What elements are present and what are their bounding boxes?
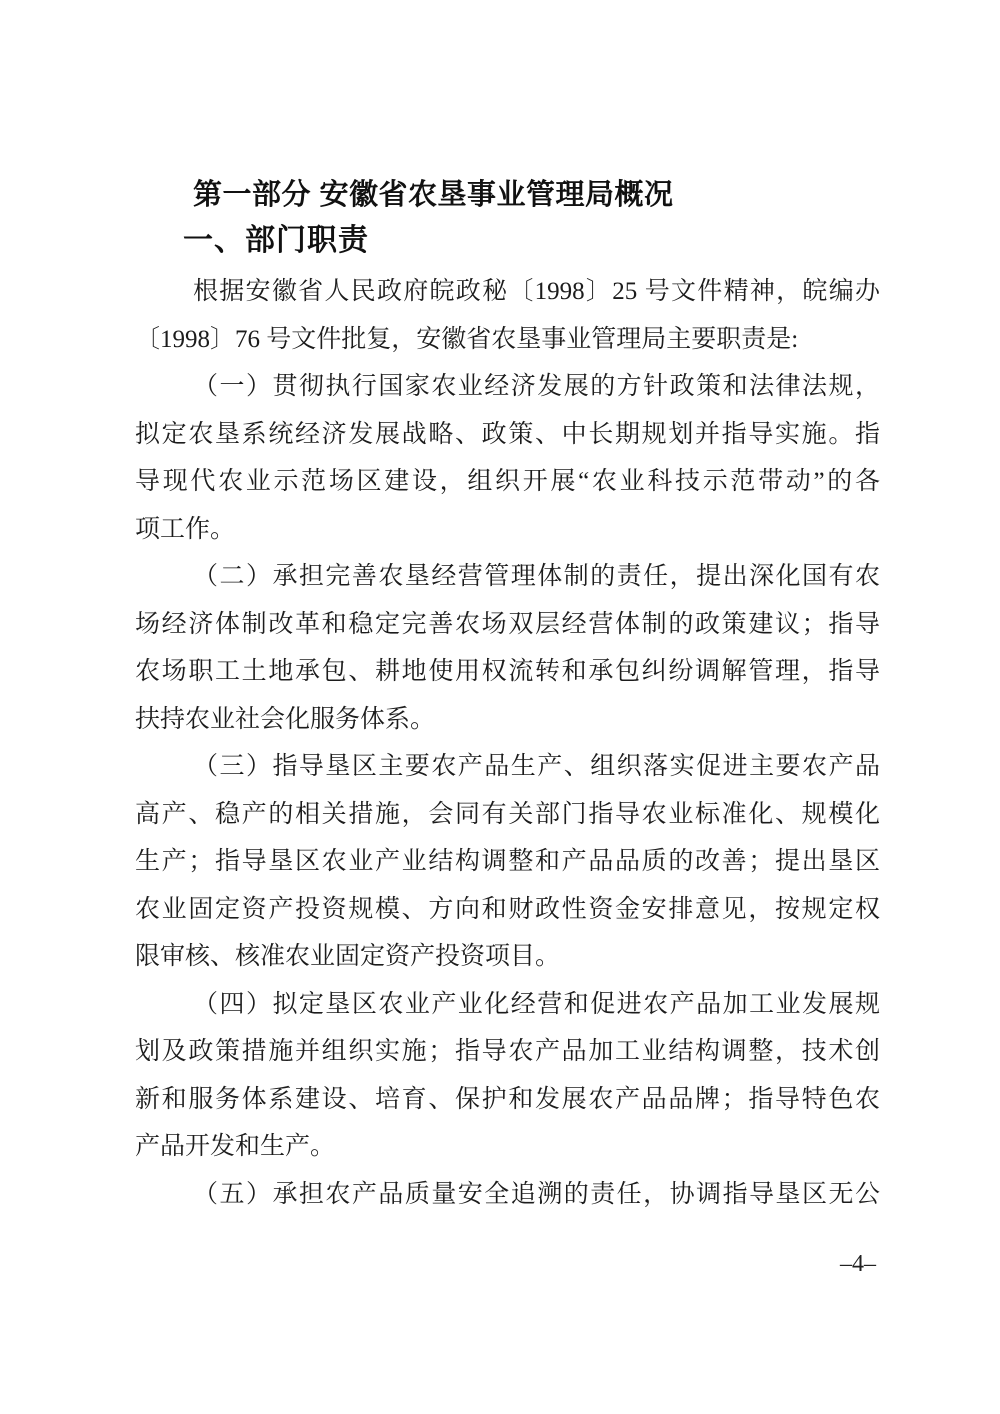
paragraph-item-1 <box>135 363 880 553</box>
text-line: 划及政策措施并组织实施；指导农产品加工业结构调整，技术创 <box>135 1038 880 1065</box>
text-line: 〔1998〕76 号文件批复，安徽省农垦事业管理局主要职责是: <box>135 325 799 353</box>
paragraph-item-3 <box>135 743 880 981</box>
text-line: （四）拟定垦区农业产业化经营和促进农产品加工业发展规 <box>193 990 880 1018</box>
text-line: 生产；指导垦区农业产业结构调整和产品品质的改善；提出垦区 <box>135 848 880 875</box>
text-line: （一）贯彻执行国家农业经济发展的方针政策和法律法规， <box>193 373 880 400</box>
text-line: 根据安徽省人民政府皖政秘〔1998〕25 号文件精神，皖编办 <box>193 278 880 305</box>
paragraph-intro <box>135 268 880 363</box>
text-line: 拟定农垦系统经济发展战略、政策、中长期规划并指导实施。指 <box>135 420 880 448</box>
text-line: 扶持农业社会化服务体系。 <box>135 705 436 733</box>
text-line: 导现代农业示范场区建设，组织开展“农业科技示范带动”的各 <box>135 468 880 495</box>
text-line: 项工作。 <box>135 515 236 543</box>
text-line: 高产、稳产的相关措施，会同有关部门指导农业标准化、规模化 <box>135 800 880 828</box>
paragraph-item-4 <box>135 981 880 1171</box>
text-line: （三）指导垦区主要农产品生产、组织落实促进主要农产品 <box>193 753 880 780</box>
part-title: 第一部分 安徽省农垦事业管理局概况 <box>193 179 674 211</box>
text-line: 产品开发和生产。 <box>135 1133 336 1160</box>
text-line: 限审核、核准农业固定资产投资项目。 <box>135 943 561 970</box>
text-line: （五）承担农产品质量安全追溯的责任，协调指导垦区无公 <box>193 1180 880 1208</box>
document-content <box>135 178 880 1218</box>
text-line: 农场职工土地承包、耕地使用权流转和承包纠纷调解管理，指导 <box>135 658 880 685</box>
section-title: 一、部门职责 <box>183 224 369 257</box>
page-number: –4– <box>840 1251 876 1277</box>
paragraph-item-5 <box>135 1171 880 1219</box>
text-line: 新和服务体系建设、培育、保护和发展农产品品牌；指导特色农 <box>135 1085 880 1113</box>
body-text <box>135 268 880 1218</box>
text-line: 农业固定资产投资规模、方向和财政性资金安排意见，按规定权 <box>135 895 880 923</box>
paragraph-item-2 <box>135 553 880 743</box>
text-line: （二）承担完善农垦经营管理体制的责任，提出深化国有农 <box>193 563 880 590</box>
text-line: 场经济体制改革和稳定完善农场双层经营体制的政策建议；指导 <box>135 610 880 638</box>
